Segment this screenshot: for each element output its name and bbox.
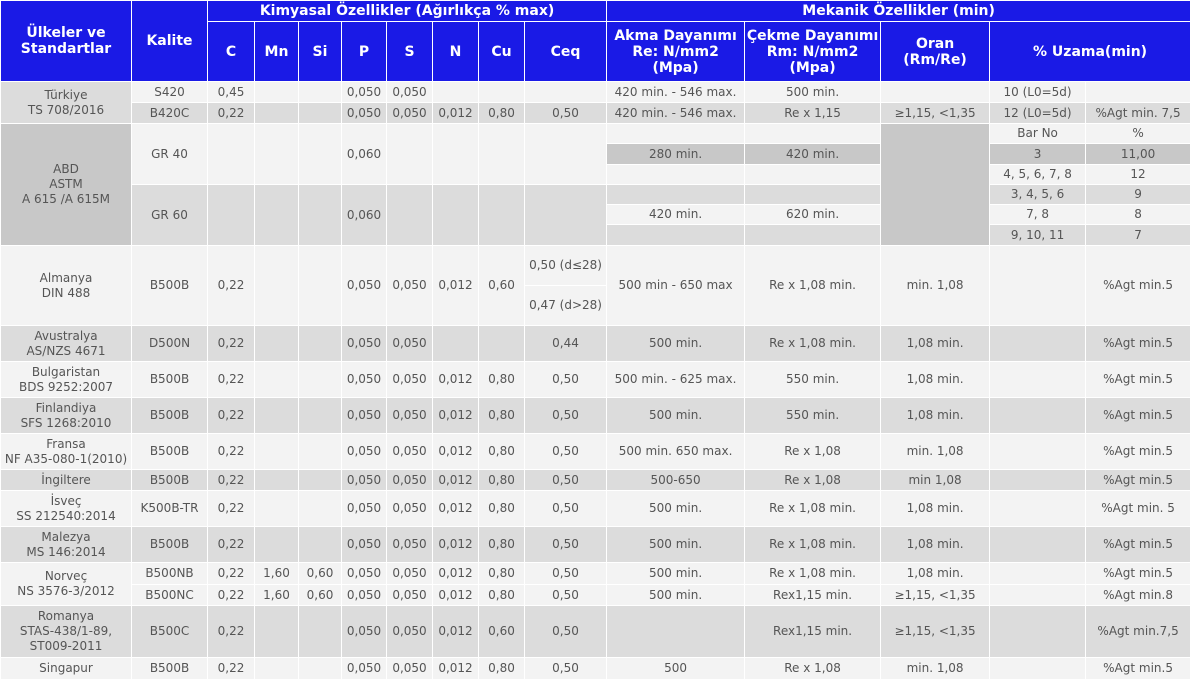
s-cell: 0,050 [387, 362, 433, 398]
cu-cell [479, 326, 525, 362]
country-cell: İsveç SS 212540:2014 [1, 491, 132, 527]
mn-cell [255, 491, 299, 527]
elong-cell [990, 585, 1086, 606]
grade-cell: B500B [132, 527, 208, 563]
n-cell [433, 326, 479, 362]
yield-cell [607, 165, 745, 185]
mn-cell [255, 606, 299, 658]
bar-pct-cell: 11,00 [1086, 144, 1190, 165]
yield-cell [607, 124, 745, 144]
yield-cell: 500 min. - 625 max. [607, 362, 745, 398]
cu-cell: 0,80 [479, 434, 525, 470]
p-cell: 0,050 [342, 585, 387, 606]
table-row [1, 606, 1190, 658]
cu-cell [479, 185, 525, 246]
grade-cell: B500NC [132, 585, 208, 606]
cu-cell: 0,80 [479, 470, 525, 491]
table-row [1, 398, 1190, 434]
country-cell: Türkiye TS 708/2016 [1, 82, 132, 124]
bar-pct-cell: 12 [1086, 165, 1190, 185]
n-cell: 0,012 [433, 527, 479, 563]
yield-cell [607, 185, 745, 205]
grade-cell: S420 [132, 82, 208, 103]
si-cell [299, 434, 342, 470]
elong-cell [990, 362, 1086, 398]
country-cell: Malezya MS 146:2014 [1, 527, 132, 563]
si-cell [299, 527, 342, 563]
header-n: N [433, 22, 479, 82]
yield-cell: 280 min. [607, 144, 745, 165]
ratio-cell: ≥1,15, <1,35 [881, 103, 990, 124]
ratio-cell: min. 1,08 [881, 434, 990, 470]
s-cell: 0,050 [387, 585, 433, 606]
si-cell [299, 124, 342, 185]
ceq-cell: 0,50 [525, 491, 607, 527]
country-cell: Finlandiya SFS 1268:2010 [1, 398, 132, 434]
ratio-cell: 1,08 min. [881, 563, 990, 585]
si-cell [299, 103, 342, 124]
tensile-cell: Re x 1,08 min. [745, 527, 881, 563]
ceq-cell [525, 82, 607, 103]
bar-pct-cell: 9 [1086, 185, 1190, 205]
header-yield: Akma Dayanımı Re: N/mm2 (Mpa) [607, 22, 745, 82]
n-cell: 0,012 [433, 103, 479, 124]
tensile-cell: Re x 1,15 [745, 103, 881, 124]
n-cell: 0,012 [433, 606, 479, 658]
country-cell: ABD ASTM A 615 /A 615M [1, 124, 132, 246]
country-cell: Romanya STAS-438/1-89, ST009-2011 [1, 606, 132, 658]
bar-pct-cell: % [1086, 124, 1190, 144]
grade-cell: B500B [132, 434, 208, 470]
ceq-cell: 0,50 [525, 362, 607, 398]
elong2-cell: %Agt min.5 [1086, 434, 1190, 470]
bar-no-cell: 3 [990, 144, 1086, 165]
cu-cell: 0,60 [479, 246, 525, 326]
tensile-cell: Re x 1,08 min. [745, 563, 881, 585]
header-mechanical: Mekanik Özellikler (min) [607, 1, 1190, 22]
tensile-cell: Re x 1,08 [745, 658, 881, 680]
grade-cell: K500B-TR [132, 491, 208, 527]
header-mn: Mn [255, 22, 299, 82]
grade-cell: B500C [132, 606, 208, 658]
tensile-cell [745, 225, 881, 246]
cu-cell: 0,80 [479, 491, 525, 527]
elong2-cell: %Agt min.5 [1086, 563, 1190, 585]
c-cell: 0,22 [208, 470, 255, 491]
elong-cell [990, 658, 1086, 680]
si-cell [299, 606, 342, 658]
s-cell: 0,050 [387, 246, 433, 326]
elong-cell [990, 470, 1086, 491]
elong2-cell: %Agt min.8 [1086, 585, 1190, 606]
header-chemical: Kimyasal Özellikler (Ağırlıkça % max) [208, 1, 607, 22]
s-cell: 0,050 [387, 606, 433, 658]
mn-cell: 1,60 [255, 563, 299, 585]
bar-no-cell: Bar No [990, 124, 1086, 144]
elong2-cell: %Agt min. 5 [1086, 491, 1190, 527]
p-cell: 0,050 [342, 606, 387, 658]
table-row [1, 246, 1190, 286]
elong-cell [990, 527, 1086, 563]
yield-cell: 500 min. [607, 585, 745, 606]
mn-cell [255, 527, 299, 563]
n-cell: 0,012 [433, 434, 479, 470]
si-cell [299, 470, 342, 491]
elong2-cell: %Agt min.5 [1086, 470, 1190, 491]
ratio-cell: min 1,08 [881, 470, 990, 491]
yield-cell: 500 min. [607, 527, 745, 563]
c-cell: 0,22 [208, 658, 255, 680]
elong-cell [990, 491, 1086, 527]
c-cell: 0,22 [208, 398, 255, 434]
bar-no-cell: 9, 10, 11 [990, 225, 1086, 246]
yield-cell [607, 225, 745, 246]
yield-cell: 420 min. - 546 max. [607, 82, 745, 103]
mn-cell [255, 185, 299, 246]
si-cell: 0,60 [299, 585, 342, 606]
ceq-cell [525, 185, 607, 246]
c-cell: 0,22 [208, 434, 255, 470]
grade-cell: B500B [132, 398, 208, 434]
n-cell: 0,012 [433, 398, 479, 434]
yield-cell: 500 min. [607, 563, 745, 585]
table-row [1, 362, 1190, 398]
tensile-cell: Re x 1,08 min. [745, 246, 881, 326]
c-cell: 0,22 [208, 491, 255, 527]
tensile-cell: Re x 1,08 min. [745, 326, 881, 362]
ratio-cell [881, 124, 990, 246]
ratio-cell [881, 82, 990, 103]
n-cell: 0,012 [433, 658, 479, 680]
s-cell: 0,050 [387, 491, 433, 527]
cu-cell: 0,80 [479, 398, 525, 434]
elong-cell [990, 246, 1086, 326]
country-cell: Norveç NS 3576-3/2012 [1, 563, 132, 606]
s-cell: 0,050 [387, 563, 433, 585]
n-cell: 0,012 [433, 246, 479, 326]
ceq-cell: 0,50 [525, 398, 607, 434]
table-row [1, 658, 1190, 680]
p-cell: 0,050 [342, 658, 387, 680]
cu-cell: 0,80 [479, 103, 525, 124]
header-elongation: % Uzama(min) [990, 22, 1190, 82]
elong2-cell: %Agt min.5 [1086, 246, 1190, 326]
elong2-cell: %Agt min.5 [1086, 658, 1190, 680]
elong2-cell: %Agt min.5 [1086, 362, 1190, 398]
bar-pct-cell: 8 [1086, 205, 1190, 225]
ratio-cell: 1,08 min. [881, 398, 990, 434]
n-cell: 0,012 [433, 563, 479, 585]
grade-cell: B500B [132, 658, 208, 680]
tensile-cell [745, 185, 881, 205]
elong-cell [990, 563, 1086, 585]
table-row [1, 585, 1190, 606]
n-cell [433, 82, 479, 103]
table-row [1, 82, 1190, 103]
yield-cell: 500 min. 650 max. [607, 434, 745, 470]
c-cell: 0,45 [208, 82, 255, 103]
bar-pct-cell: 7 [1086, 225, 1190, 246]
tensile-cell [745, 165, 881, 185]
si-cell [299, 362, 342, 398]
ratio-cell: 1,08 min. [881, 527, 990, 563]
header-ratio: Oran (Rm/Re) [881, 22, 990, 82]
country-cell: İngiltere [1, 470, 132, 491]
cu-cell: 0,80 [479, 527, 525, 563]
p-cell: 0,050 [342, 434, 387, 470]
table-row [1, 124, 1190, 144]
p-cell: 0,050 [342, 398, 387, 434]
ratio-cell: min. 1,08 [881, 658, 990, 680]
c-cell: 0,22 [208, 527, 255, 563]
elong2-cell [1086, 82, 1190, 103]
elong2-cell: %Agt min. 7,5 [1086, 103, 1190, 124]
mn-cell [255, 434, 299, 470]
grade-cell: B500B [132, 362, 208, 398]
country-cell: Bulgaristan BDS 9252:2007 [1, 362, 132, 398]
tensile-cell: 420 min. [745, 144, 881, 165]
elong-cell [990, 398, 1086, 434]
s-cell: 0,050 [387, 82, 433, 103]
n-cell [433, 185, 479, 246]
ceq-cell: 0,50 [525, 563, 607, 585]
elong2-cell: %Agt min.5 [1086, 527, 1190, 563]
cu-cell [479, 124, 525, 185]
ceq-cell: 0,47 (d>28) [525, 286, 607, 326]
c-cell: 0,22 [208, 246, 255, 326]
bar-no-cell: 3, 4, 5, 6 [990, 185, 1086, 205]
yield-cell: 420 min. - 546 max. [607, 103, 745, 124]
header-s: S [387, 22, 433, 82]
cu-cell: 0,80 [479, 563, 525, 585]
cu-cell: 0,80 [479, 658, 525, 680]
n-cell: 0,012 [433, 491, 479, 527]
bar-no-cell: 7, 8 [990, 205, 1086, 225]
c-cell: 0,22 [208, 326, 255, 362]
p-cell: 0,060 [342, 185, 387, 246]
country-cell: Singapur [1, 658, 132, 680]
bar-no-cell: 4, 5, 6, 7, 8 [990, 165, 1086, 185]
table-row [1, 527, 1190, 563]
c-cell [208, 124, 255, 185]
table-row [1, 185, 1190, 205]
tensile-cell: Rex1,15 min. [745, 606, 881, 658]
cu-cell: 0,80 [479, 362, 525, 398]
c-cell: 0,22 [208, 103, 255, 124]
elong-cell [990, 326, 1086, 362]
mn-cell [255, 470, 299, 491]
ceq-cell: 0,50 [525, 585, 607, 606]
si-cell [299, 326, 342, 362]
yield-cell: 500 min - 650 max [607, 246, 745, 326]
grade-cell: B500B [132, 470, 208, 491]
table-row [1, 563, 1190, 585]
grade-cell: D500N [132, 326, 208, 362]
ceq-cell: 0,44 [525, 326, 607, 362]
tensile-cell: 500 min. [745, 82, 881, 103]
header-ceq: Ceq [525, 22, 607, 82]
mn-cell [255, 658, 299, 680]
elong2-cell: %Agt min.7,5 [1086, 606, 1190, 658]
s-cell: 0,050 [387, 527, 433, 563]
ceq-cell: 0,50 [525, 470, 607, 491]
p-cell: 0,050 [342, 362, 387, 398]
grade-cell: B500NB [132, 563, 208, 585]
ratio-cell: min. 1,08 [881, 246, 990, 326]
si-cell [299, 246, 342, 326]
ceq-cell: 0,50 [525, 606, 607, 658]
n-cell: 0,012 [433, 470, 479, 491]
si-cell [299, 82, 342, 103]
s-cell: 0,050 [387, 434, 433, 470]
s-cell: 0,050 [387, 103, 433, 124]
header-country: Ülkeler ve Standartlar [1, 1, 132, 82]
cu-cell: 0,80 [479, 585, 525, 606]
yield-cell: 500-650 [607, 470, 745, 491]
c-cell [208, 185, 255, 246]
mn-cell [255, 246, 299, 326]
grade-cell: GR 40 [132, 124, 208, 185]
n-cell [433, 124, 479, 185]
mn-cell [255, 398, 299, 434]
elong2-cell: %Agt min.5 [1086, 398, 1190, 434]
table-row [1, 103, 1190, 124]
si-cell [299, 398, 342, 434]
s-cell [387, 124, 433, 185]
header-tensile: Çekme Dayanımı Rm: N/mm2 (Mpa) [745, 22, 881, 82]
tensile-cell: Re x 1,08 min. [745, 491, 881, 527]
country-cell: Fransa NF A35-080-1(2010) [1, 434, 132, 470]
cu-cell: 0,60 [479, 606, 525, 658]
ratio-cell: ≥1,15, <1,35 [881, 606, 990, 658]
ceq-cell: 0,50 [525, 434, 607, 470]
header-grade: Kalite [132, 1, 208, 82]
c-cell: 0,22 [208, 362, 255, 398]
mn-cell [255, 124, 299, 185]
p-cell: 0,050 [342, 470, 387, 491]
country-cell: Avustralya AS/NZS 4671 [1, 326, 132, 362]
ceq-cell [525, 124, 607, 185]
p-cell: 0,050 [342, 103, 387, 124]
ratio-cell: 1,08 min. [881, 362, 990, 398]
yield-cell: 500 min. [607, 491, 745, 527]
tensile-cell: Rex1,15 min. [745, 585, 881, 606]
s-cell: 0,050 [387, 658, 433, 680]
tensile-cell: Re x 1,08 [745, 470, 881, 491]
header-p: P [342, 22, 387, 82]
elong-cell: 10 (L0=5d) [990, 82, 1086, 103]
yield-cell: 420 min. [607, 205, 745, 225]
tensile-cell [745, 124, 881, 144]
p-cell: 0,050 [342, 491, 387, 527]
ceq-cell: 0,50 [525, 103, 607, 124]
table-row [1, 434, 1190, 470]
mn-cell [255, 362, 299, 398]
header-cu: Cu [479, 22, 525, 82]
si-cell [299, 491, 342, 527]
tensile-cell: Re x 1,08 [745, 434, 881, 470]
yield-cell: 500 min. [607, 398, 745, 434]
elong2-cell: %Agt min.5 [1086, 326, 1190, 362]
s-cell [387, 185, 433, 246]
c-cell: 0,22 [208, 585, 255, 606]
elong-cell [990, 434, 1086, 470]
p-cell: 0,050 [342, 246, 387, 326]
n-cell: 0,012 [433, 362, 479, 398]
table-row [1, 491, 1190, 527]
ceq-cell: 0,50 (d≤28) [525, 246, 607, 286]
header-si: Si [299, 22, 342, 82]
p-cell: 0,050 [342, 527, 387, 563]
tensile-cell: 550 min. [745, 398, 881, 434]
p-cell: 0,060 [342, 124, 387, 185]
elong-cell [990, 606, 1086, 658]
table-row [1, 326, 1190, 362]
cu-cell [479, 82, 525, 103]
si-cell [299, 185, 342, 246]
si-cell [299, 658, 342, 680]
s-cell: 0,050 [387, 470, 433, 491]
ratio-cell: 1,08 min. [881, 326, 990, 362]
tensile-cell: 620 min. [745, 205, 881, 225]
yield-cell: 500 [607, 658, 745, 680]
grade-cell: GR 60 [132, 185, 208, 246]
table-row [1, 470, 1190, 491]
n-cell: 0,012 [433, 585, 479, 606]
mn-cell [255, 103, 299, 124]
yield-cell [607, 606, 745, 658]
si-cell: 0,60 [299, 563, 342, 585]
tensile-cell: 550 min. [745, 362, 881, 398]
p-cell: 0,050 [342, 563, 387, 585]
grade-cell: B420C [132, 103, 208, 124]
ceq-cell: 0,50 [525, 527, 607, 563]
ceq-cell: 0,50 [525, 658, 607, 680]
header-c: C [208, 22, 255, 82]
s-cell: 0,050 [387, 398, 433, 434]
mn-cell [255, 326, 299, 362]
mn-cell [255, 82, 299, 103]
ratio-cell: ≥1,15, <1,35 [881, 585, 990, 606]
c-cell: 0,22 [208, 563, 255, 585]
ratio-cell: 1,08 min. [881, 491, 990, 527]
yield-cell: 500 min. [607, 326, 745, 362]
mn-cell: 1,60 [255, 585, 299, 606]
p-cell: 0,050 [342, 82, 387, 103]
p-cell: 0,050 [342, 326, 387, 362]
s-cell: 0,050 [387, 326, 433, 362]
elong-cell: 12 (L0=5d) [990, 103, 1086, 124]
country-cell: Almanya DIN 488 [1, 246, 132, 326]
grade-cell: B500B [132, 246, 208, 326]
c-cell: 0,22 [208, 606, 255, 658]
